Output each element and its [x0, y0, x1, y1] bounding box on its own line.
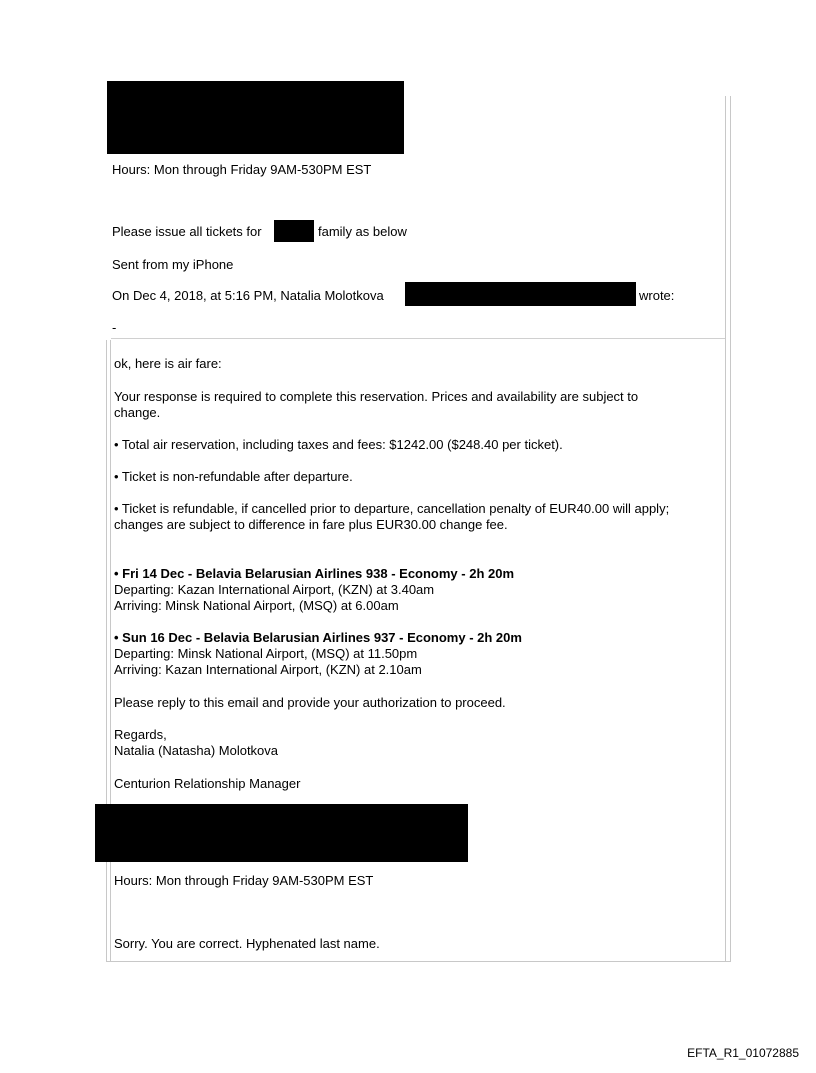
quote-divider	[111, 338, 725, 339]
reply-request: Please reply to this email and provide your authorization to proceed.	[114, 695, 506, 710]
issue-text-prefix: Please issue all tickets for	[112, 224, 262, 239]
response-required-line1: Your response is required to complete this reservation. Prices and availability are subject to	[114, 389, 639, 404]
sent-from: Sent from my iPhone	[112, 257, 234, 272]
reply-header-prefix: On Dec 4, 2018, at 5:16 PM, Natalia Molotkova	[112, 288, 384, 303]
flight-1-arriving: Arriving: Minsk National Airport, (MSQ) at 6.00am	[114, 598, 399, 613]
quoted-greeting: ok, here is air fare:	[114, 356, 222, 371]
flight-2-arriving: Arriving: Kazan International Airport, (KZN) at 2.10am	[114, 662, 422, 677]
response-required-line2: change.	[114, 405, 161, 420]
reply-header-suffix: wrote:	[639, 288, 675, 303]
redacted-header-block	[107, 81, 404, 154]
flight-1-heading: • Fri 14 Dec - Belavia Belarusian Airlines 938 - Economy - 2h 20m	[114, 566, 515, 581]
issue-text-suffix: family as below	[318, 224, 407, 239]
quoted-hours: Hours: Mon through Friday 9AM-530PM EST	[114, 873, 374, 888]
outer-frame-border	[725, 96, 731, 962]
outer-hours: Hours: Mon through Friday 9AM-530PM EST	[112, 162, 372, 177]
separator-dash: -	[112, 320, 117, 335]
quote-frame-border	[106, 340, 111, 962]
document-id: EFTA_R1_01072885	[687, 1046, 799, 1060]
bullet-total-fare: • Total air reservation, including taxes and fees: $1242.00 ($248.40 per ticket).	[114, 437, 563, 452]
sorry-line: Sorry. You are correct. Hyphenated last name.	[114, 936, 380, 951]
flight-2-heading: • Sun 16 Dec - Belavia Belarusian Airlines 937 - Economy - 2h 20m	[114, 630, 522, 645]
flight-2-departing: Departing: Minsk National Airport, (MSQ) at 11.50pm	[114, 646, 418, 661]
bullet-non-refundable: • Ticket is non-refundable after departure.	[114, 469, 353, 484]
bullet-refundable-line1: • Ticket is refundable, if cancelled prior to departure, cancellation penalty of EUR40.00 will apply;	[114, 501, 670, 516]
redacted-email-address	[405, 282, 636, 306]
redacted-signature-block	[95, 804, 468, 862]
frame-bottom-border	[106, 961, 731, 962]
signature-title: Centurion Relationship Manager	[114, 776, 301, 791]
bullet-refundable-line2: changes are subject to difference in fare plus EUR30.00 change fee.	[114, 517, 508, 532]
flight-1-departing: Departing: Kazan International Airport, (KZN) at 3.40am	[114, 582, 435, 597]
regards: Regards,	[114, 727, 167, 742]
signature-name: Natalia (Natasha) Molotkova	[114, 743, 279, 758]
redacted-family-name	[274, 220, 314, 242]
